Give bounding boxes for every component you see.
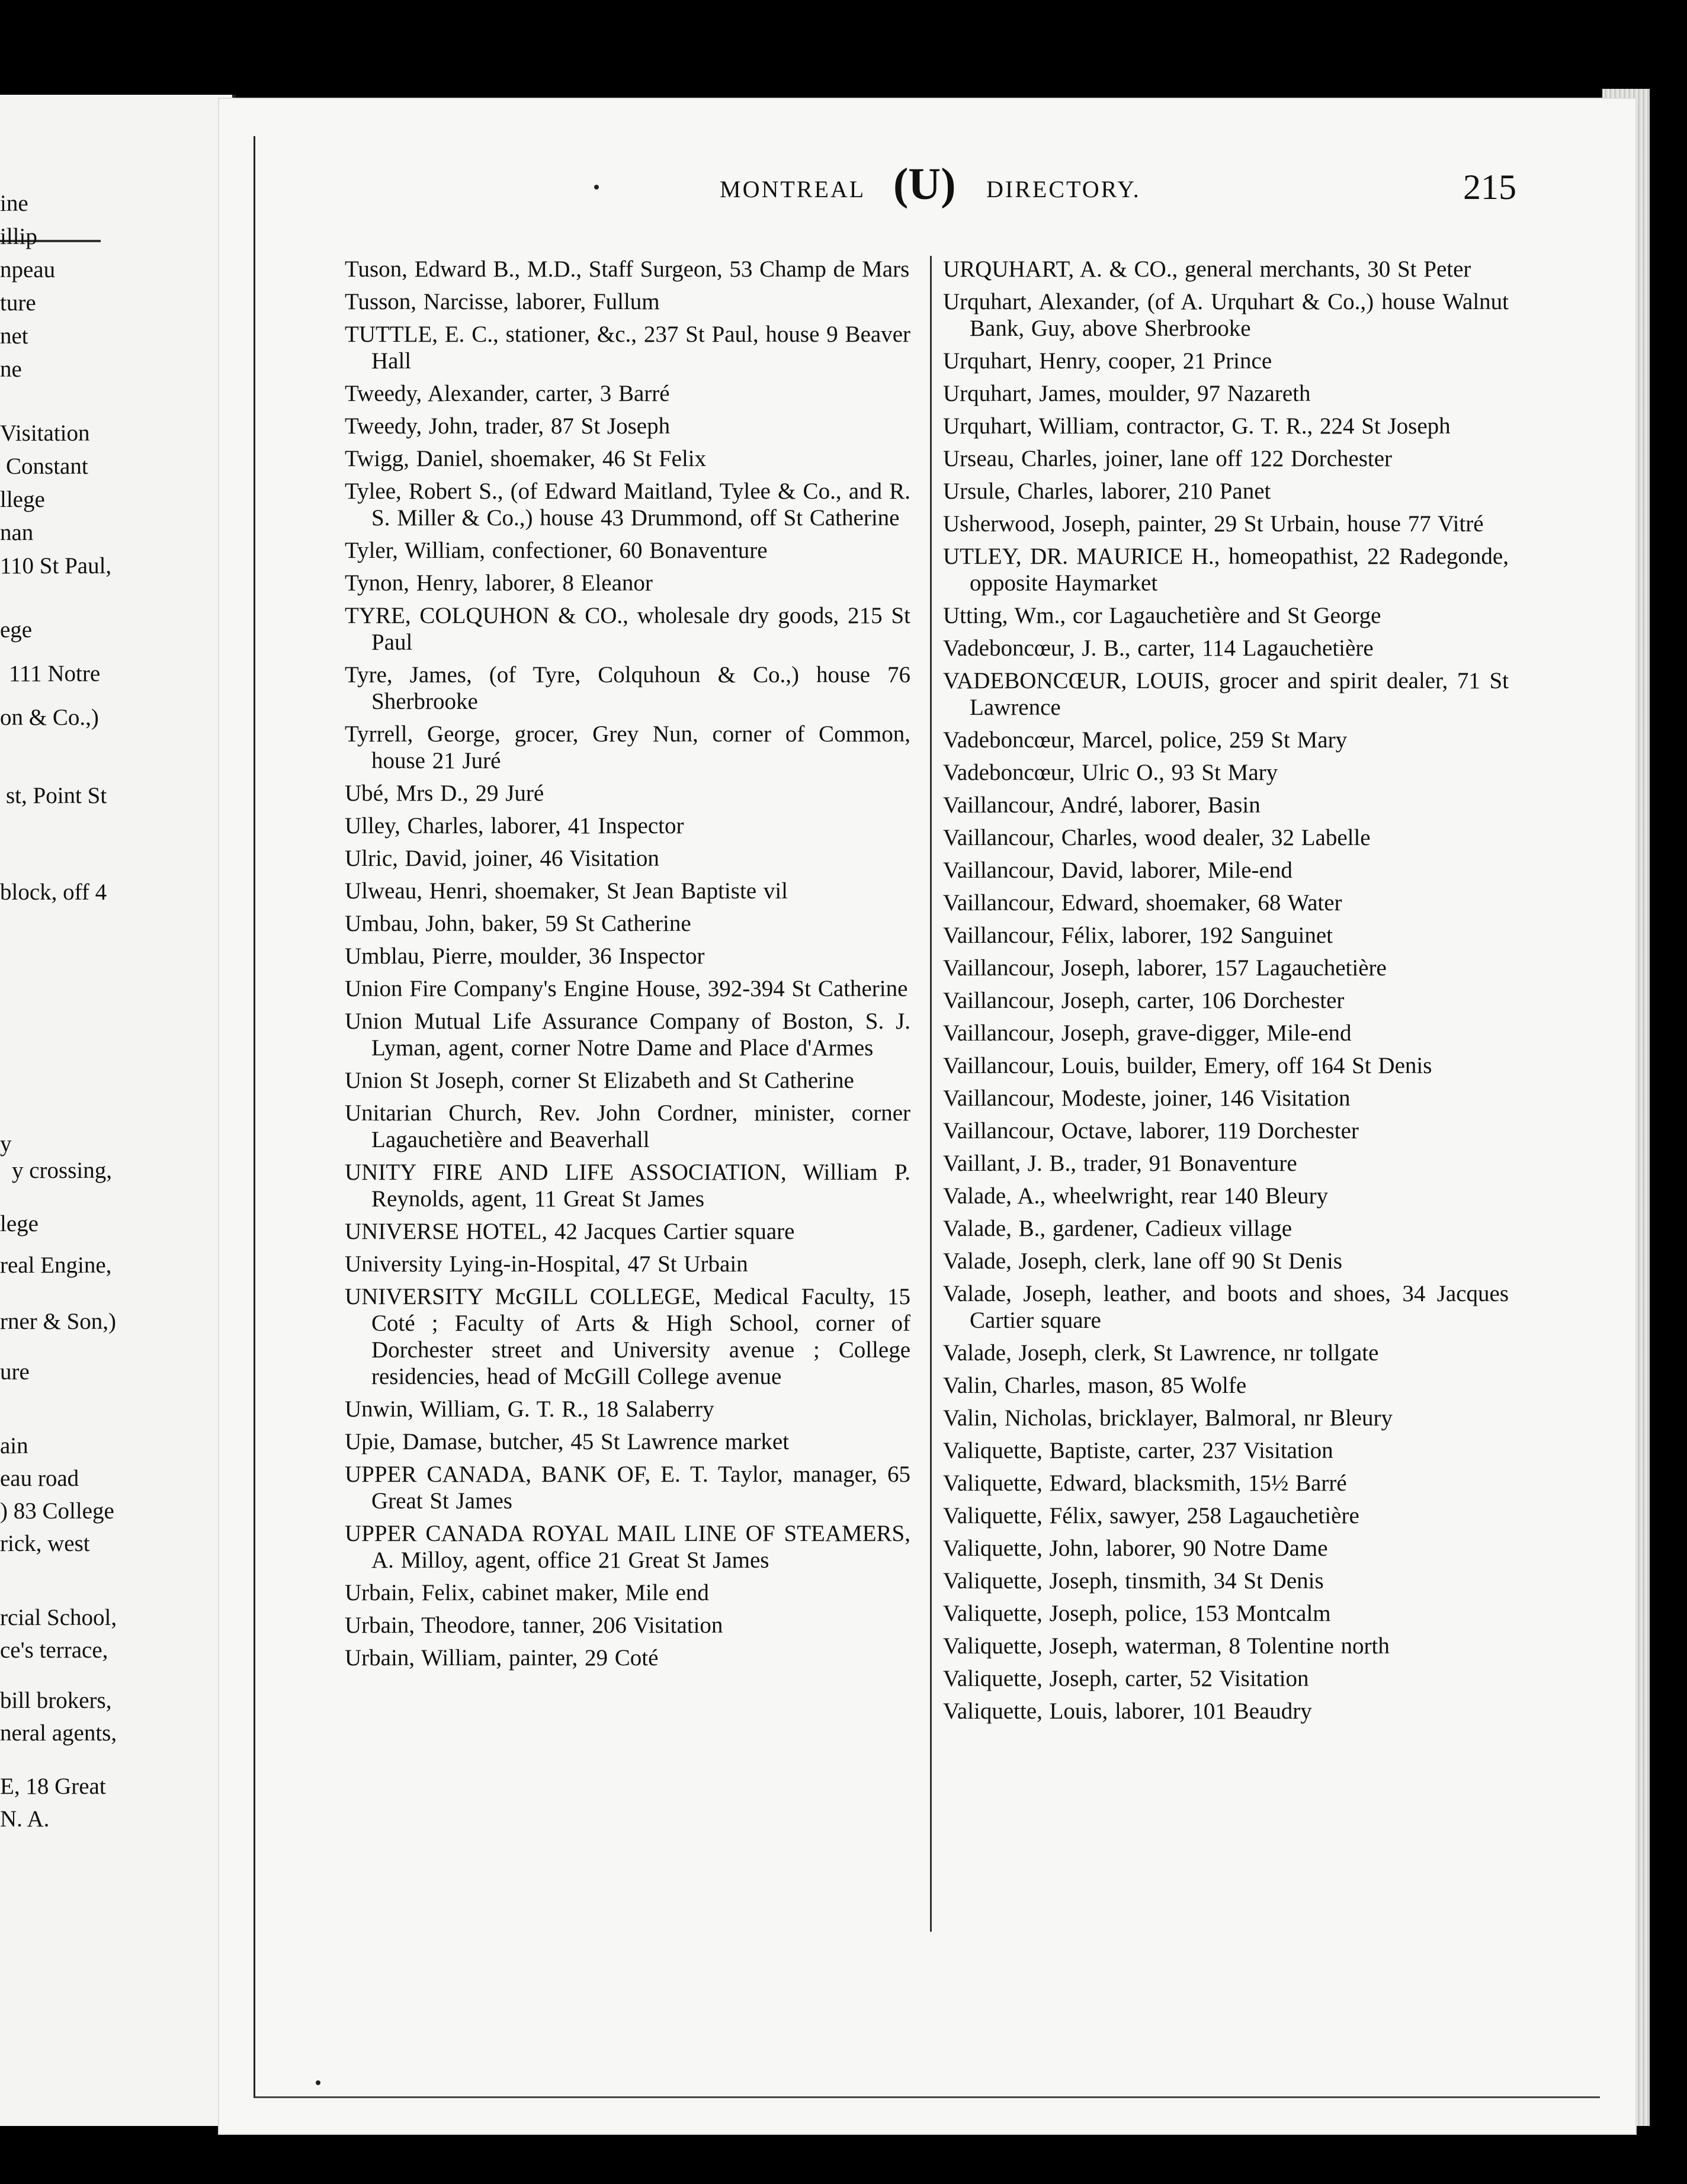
directory-entry: Vadeboncœur, J. B., carter, 114 Lagauchetière — [943, 635, 1374, 661]
directory-entry: Valiquette, Edward, blacksmith, 15½ Barré — [943, 1470, 1347, 1496]
directory-entry: Union St Joseph, corner St Elizabeth and St Catherine — [345, 1068, 854, 1093]
directory-entry: Vaillancour, Charles, wood dealer, 32 Labelle — [943, 825, 1371, 850]
directory-entry: Usherwood, Joseph, painter, 29 St Urbain, house 77 Vitré — [943, 511, 1484, 537]
previous-page-fragment: rick, west — [0, 1531, 90, 1556]
previous-page-fragment: ine — [0, 191, 28, 216]
previous-page-fragment: net — [0, 323, 28, 349]
directory-entry: Tweedy, John, trader, 87 St Joseph — [345, 413, 671, 439]
directory-entry: Tyre, James, (of Tyre, Colquhoun & Co.,) house 76 Sherbrooke — [345, 662, 910, 714]
previous-page-fragment: st, Point St — [6, 783, 107, 808]
previous-page-fragment: neral agents, — [0, 1720, 117, 1746]
directory-entry: Vaillancour, Joseph, carter, 106 Dorchester — [943, 988, 1345, 1013]
header-section-letter: (U) — [893, 159, 956, 209]
directory-entry: UNIVERSITY McGILL COLLEGE, Medical Faculty, 15 Coté ; Faculty of Arts & High School, corner of Dorchester street and University avenue ; College residencies, head of McGill College avenue — [345, 1284, 910, 1389]
directory-entry: Valade, Joseph, clerk, St Lawrence, nr tollgate — [943, 1340, 1379, 1366]
directory-entry: Urseau, Charles, joiner, lane off 122 Dorchester — [943, 446, 1393, 471]
previous-page-fragment: y — [0, 1131, 12, 1157]
previous-page-fragment: npeau — [0, 257, 56, 282]
previous-page-fragment: y crossing, — [12, 1158, 112, 1183]
directory-entry: Valiquette, Louis, laborer, 101 Beaudry — [943, 1698, 1312, 1724]
directory-entry: Tweedy, Alexander, carter, 3 Barré — [345, 381, 670, 406]
directory-entry: Valin, Nicholas, bricklayer, Balmoral, nr Bleury — [943, 1405, 1393, 1431]
header-title: DIRECTORY. — [986, 176, 1141, 203]
directory-entry: Tyler, William, confectioner, 60 Bonaventure — [345, 538, 768, 563]
directory-entry: Ursule, Charles, laborer, 210 Panet — [943, 478, 1271, 504]
directory-entry: Vaillancour, Louis, builder, Emery, off 164 St Denis — [943, 1053, 1432, 1078]
stray-dot — [316, 2080, 320, 2085]
directory-entry: Vaillant, J. B., trader, 91 Bonaventure — [943, 1151, 1297, 1176]
right-column — [943, 256, 1509, 1730]
directory-entry: Vaillancour, Joseph, laborer, 157 Lagauchetière — [943, 955, 1387, 981]
previous-page-fragment: E, 18 Great — [0, 1774, 106, 1799]
directory-entry: Union Mutual Life Assurance Company of Boston, S. J. Lyman, agent, corner Notre Dame and Place d'Armes — [345, 1009, 910, 1061]
directory-entry: Valiquette, Joseph, police, 153 Montcalm — [943, 1601, 1331, 1626]
previous-page-fragment: ture — [0, 290, 36, 316]
directory-entry: UPPER CANADA ROYAL MAIL LINE OF STEAMERS, A. Milloy, agent, office 21 Great St James — [345, 1521, 910, 1573]
directory-entry: Vaillancour, David, laborer, Mile-end — [943, 857, 1292, 883]
directory-entry: University Lying-in-Hospital, 47 St Urbain — [345, 1251, 748, 1277]
directory-entry: UTLEY, DR. MAURICE H., homeopathist, 22 Radegonde, opposite Haymarket — [943, 544, 1509, 596]
previous-page-fragment: illip — [0, 224, 37, 249]
previous-page-fragment: Visitation — [0, 420, 90, 446]
directory-entry: Tynon, Henry, laborer, 8 Eleanor — [345, 570, 653, 596]
previous-page-fragment: ure — [0, 1359, 30, 1385]
previous-page-fragment: block, off 4 — [0, 879, 107, 905]
directory-entry: URQUHART, A. & CO., general merchants, 30 St Peter — [943, 256, 1471, 282]
directory-entry: Valiquette, Joseph, waterman, 8 Tolentine north — [943, 1633, 1390, 1659]
directory-entry: Utting, Wm., cor Lagauchetière and St George — [943, 603, 1381, 628]
directory-entry: Valin, Charles, mason, 85 Wolfe — [943, 1373, 1247, 1398]
directory-entry: Ulley, Charles, laborer, 41 Inspector — [345, 813, 684, 839]
directory-entry: Vadeboncœur, Marcel, police, 259 St Mary — [943, 727, 1348, 753]
previous-page-fragment: eau road — [0, 1466, 79, 1491]
directory-entry: Vaillancour, André, laborer, Basin — [943, 792, 1261, 818]
directory-entry: Valiquette, Baptiste, carter, 237 Visitation — [943, 1438, 1333, 1463]
previous-page-fragment: 111 Notre — [9, 661, 101, 686]
previous-page-fragment: on & Co.,) — [0, 705, 99, 730]
directory-entry: Vaillancour, Félix, laborer, 192 Sanguinet — [943, 923, 1333, 948]
directory-entry: Umblau, Pierre, moulder, 36 Inspector — [345, 943, 705, 969]
directory-entry: Tyrrell, George, grocer, Grey Nun, corner of Common, house 21 Juré — [345, 721, 910, 773]
previous-page-fragment: N. A. — [0, 1806, 50, 1832]
previous-page-fragment: nan — [0, 520, 34, 545]
previous-page — [0, 95, 236, 2126]
directory-entry: Valade, Joseph, leather, and boots and shoes, 34 Jacques Cartier square — [943, 1281, 1509, 1333]
directory-entry: Ubé, Mrs D., 29 Juré — [345, 781, 544, 806]
directory-entry: Tylee, Robert S., (of Edward Maitland, Tylee & Co., and R. S. Miller & Co.,) house 43 Drummond, off St Catherine — [345, 478, 910, 531]
directory-entry: Tusson, Narcisse, laborer, Fullum — [345, 289, 660, 314]
previous-page-fragment: ege — [0, 617, 33, 643]
directory-entry: UNITY FIRE AND LIFE ASSOCIATION, William P. Reynolds, agent, 11 Great St James — [345, 1160, 910, 1212]
previous-page-fragment: llege — [0, 487, 45, 512]
directory-entry: Upie, Damase, butcher, 45 St Lawrence market — [345, 1429, 790, 1454]
directory-entry: Umbau, John, baker, 59 St Catherine — [345, 911, 691, 936]
directory-entry: Vaillancour, Joseph, grave-digger, Mile-end — [943, 1020, 1352, 1046]
directory-entry: VADEBONCŒUR, LOUIS, grocer and spirit dealer, 71 St Lawrence — [943, 668, 1509, 720]
header-city: MONTREAL — [720, 176, 866, 203]
directory-entry: Tuson, Edward B., M.D., Staff Surgeon, 53 Champ de Mars — [345, 256, 910, 282]
directory-entry: Unitarian Church, Rev. John Cordner, minister, corner Lagauchetière and Beaverhall — [345, 1100, 910, 1152]
directory-entry: TUTTLE, E. C., stationer, &c., 237 St Paul, house 9 Beaver Hall — [345, 322, 910, 374]
column-divider — [930, 256, 932, 1932]
directory-entry: Unwin, William, G. T. R., 18 Salaberry — [345, 1396, 714, 1422]
previous-page-fragment: Constant — [6, 454, 88, 479]
previous-page-fragment: real Engine, — [0, 1252, 112, 1278]
previous-page-fragment: rner & Son,) — [0, 1309, 117, 1334]
previous-page-fragment: ) 83 College — [0, 1498, 114, 1524]
directory-entry: Vadeboncœur, Ulric O., 93 St Mary — [943, 760, 1278, 785]
directory-entry: UPPER CANADA, BANK OF, E. T. Taylor, manager, 65 Great St James — [345, 1462, 910, 1514]
directory-entry: Twigg, Daniel, shoemaker, 46 St Felix — [345, 446, 707, 471]
directory-entry: Vaillancour, Octave, laborer, 119 Dorchester — [943, 1118, 1359, 1144]
previous-page-fragment: ne — [0, 356, 22, 382]
previous-page-fragment: 110 St Paul, — [0, 553, 112, 579]
directory-entry: Union Fire Company's Engine House, 392-394 St Catherine — [345, 976, 908, 1001]
directory-entry: Valade, Joseph, clerk, lane off 90 St Denis — [943, 1248, 1342, 1274]
directory-entry: TYRE, COLQUHON & CO., wholesale dry goods, 215 St Paul — [345, 603, 910, 655]
directory-entry: Urquhart, Henry, cooper, 21 Prince — [943, 348, 1272, 374]
previous-page-fragment: ce's terrace, — [0, 1637, 108, 1663]
directory-entry: Urquhart, William, contractor, G. T. R., 224 St Joseph — [943, 413, 1451, 439]
directory-entry: Valiquette, John, laborer, 90 Notre Dame — [943, 1536, 1328, 1561]
running-header — [0, 159, 1687, 224]
directory-entry: Valiquette, Félix, sawyer, 258 Lagauchetière — [943, 1503, 1359, 1528]
directory-entry: Urbain, William, painter, 29 Coté — [345, 1645, 659, 1671]
left-column — [345, 256, 910, 1677]
previous-page-fragment: bill brokers, — [0, 1688, 112, 1713]
page-number: 215 — [1463, 168, 1516, 207]
directory-entry: Vaillancour, Edward, shoemaker, 68 Water — [943, 890, 1342, 916]
directory-entry: Valiquette, Joseph, carter, 52 Visitation — [943, 1666, 1309, 1691]
directory-entry: Urquhart, James, moulder, 97 Nazareth — [943, 381, 1311, 406]
directory-entry: Ulric, David, joiner, 46 Visitation — [345, 846, 659, 871]
directory-entry: Valade, A., wheelwright, rear 140 Bleury — [943, 1183, 1329, 1209]
directory-entry: Ulweau, Henri, shoemaker, St Jean Baptiste vil — [345, 878, 788, 904]
directory-entry: UNIVERSE HOTEL, 42 Jacques Cartier square — [345, 1219, 795, 1244]
header-dot — [594, 185, 599, 190]
previous-page-fragment: rcial School, — [0, 1605, 117, 1630]
directory-entry: Vaillancour, Modeste, joiner, 146 Visitation — [943, 1085, 1351, 1111]
directory-entry: Urquhart, Alexander, (of A. Urquhart & Co.,) house Walnut Bank, Guy, above Sherbrooke — [943, 289, 1509, 341]
directory-entry: Urbain, Theodore, tanner, 206 Visitation — [345, 1613, 723, 1638]
directory-entry: Valiquette, Joseph, tinsmith, 34 St Denis — [943, 1568, 1324, 1594]
directory-entry: Urbain, Felix, cabinet maker, Mile end — [345, 1580, 709, 1605]
directory-entry: Valade, B., gardener, Cadieux village — [943, 1216, 1292, 1241]
previous-page-fragment: ain — [0, 1433, 28, 1459]
previous-page-fragment: lege — [0, 1211, 39, 1236]
